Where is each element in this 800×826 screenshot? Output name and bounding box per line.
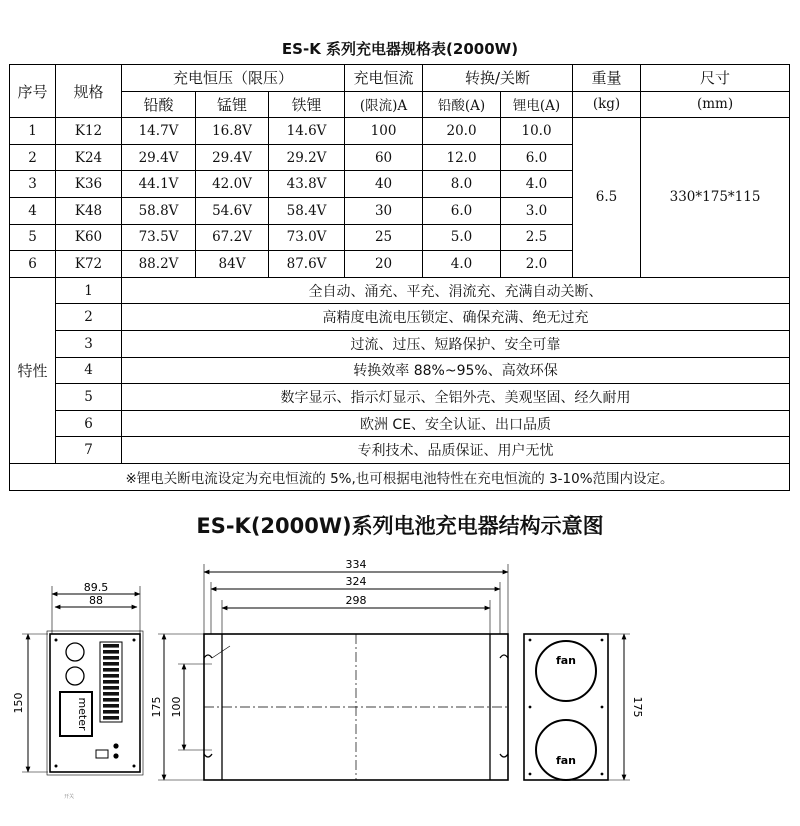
feature-row [10,384,790,411]
feature-no: 5 [56,384,122,411]
side-length-inner-label: 298 [345,594,367,607]
side-view [150,558,508,780]
spec-table [9,64,790,491]
cell-current: 100 [345,118,423,145]
header-size: 尺寸 [641,65,790,92]
feature-no: 2 [56,304,122,331]
cell-current: 40 [345,171,423,198]
cell-iron-lithium: 43.8V [269,171,345,198]
side-height-label: 175 [150,696,163,718]
fan-top-icon [536,641,596,701]
cell-model: K24 [56,144,122,171]
cell-lead-acid: 44.1V [122,171,196,198]
cell-lithium-off: 2.0 [501,251,573,278]
cell-manganese-lithium: 42.0V [196,171,269,198]
feature-text: 转换效率 88%~95%、高效环保 [122,357,790,384]
switch-icon [96,750,108,758]
header-weight: 重量 [573,65,641,92]
diagram-title: ES-K(2000W)系列电池充电器结构示意图 [196,514,604,538]
back-view [524,634,644,780]
cell-model: K48 [56,197,122,224]
front-view [12,581,143,800]
cell-lead-acid-off: 8.0 [423,171,501,198]
cell-lead-acid-off: 20.0 [423,118,501,145]
cell-index: 6 [10,251,56,278]
cell-lithium-off: 10.0 [501,118,573,145]
front-small-label: 开关 [64,794,75,800]
feature-no: 7 [56,437,122,464]
features-label: 特性 [10,277,56,463]
feature-text: 欧洲 CE、安全认证、出口品质 [122,410,790,437]
feature-no: 6 [56,410,122,437]
indicator-icon [113,743,118,748]
cell-model: K36 [56,171,122,198]
feature-no: 4 [56,357,122,384]
cell-lead-acid: 29.4V [122,144,196,171]
header-lead-acid: 铅酸 [122,91,196,118]
front-width-inner-label: 88 [89,594,103,607]
front-width-outer-label: 89.5 [83,581,109,594]
table-row [10,118,790,145]
header-lithium-a: 锂电(A) [501,91,573,118]
cell-current: 60 [345,144,423,171]
cell-lead-acid-off: 5.0 [423,224,501,251]
header-switch-off: 转换/关断 [423,65,573,92]
feature-no: 1 [56,277,122,304]
cell-lead-acid: 58.8V [122,197,196,224]
feature-row [10,330,790,357]
cell-index: 2 [10,144,56,171]
cell-lithium-off: 3.0 [501,197,573,224]
header-charge-current: 充电恒流 [345,65,423,92]
front-height-label: 150 [12,692,25,714]
cell-iron-lithium: 58.4V [269,197,345,224]
cell-lithium-off: 2.5 [501,224,573,251]
cell-index: 5 [10,224,56,251]
cell-index: 3 [10,171,56,198]
cell-model: K12 [56,118,122,145]
header-model: 规格 [56,65,122,118]
cell-manganese-lithium: 29.4V [196,144,269,171]
feature-text: 专利技术、品质保证、用户无忧 [122,437,790,464]
header-size-unit: (mm) [641,91,790,118]
cell-lead-acid: 88.2V [122,251,196,278]
cell-current: 20 [345,251,423,278]
side-inner-height-label: 100 [170,696,183,718]
header-iron-lithium: 铁锂 [269,91,345,118]
cell-iron-lithium: 87.6V [269,251,345,278]
side-length-mid-label: 324 [345,575,367,588]
fan-bottom-label: fan [555,754,577,767]
header-charge-voltage: 充电恒压（限压） [122,65,345,92]
side-length-total-label: 334 [345,558,367,571]
cell-weight: 6.5 [573,118,641,278]
header-index: 序号 [10,65,56,118]
cell-model: K72 [56,251,122,278]
terminal-strip-icon [100,642,122,722]
cell-model: K60 [56,224,122,251]
feature-text: 高精度电流电压锁定、确保充满、绝无过充 [122,304,790,331]
feature-row [10,304,790,331]
cell-manganese-lithium: 16.8V [196,118,269,145]
cell-size: 330*175*115 [641,118,790,278]
table-note: ※锂电关断电流设定为充电恒流的 5%,也可根据电池特性在充电恒流的 3-10%范围内设定。 [10,463,790,490]
meter-label: meter [76,697,89,731]
cell-lead-acid-off: 12.0 [423,144,501,171]
cell-lithium-off: 6.0 [501,144,573,171]
fan-top-label: fan [555,654,577,667]
header-weight-unit: (kg) [573,91,641,118]
cell-current: 30 [345,197,423,224]
feature-row [10,357,790,384]
cell-lead-acid: 14.7V [122,118,196,145]
cell-lithium-off: 4.0 [501,171,573,198]
cell-lead-acid-off: 4.0 [423,251,501,278]
cell-lead-acid: 73.5V [122,224,196,251]
feature-row [10,410,790,437]
feature-text: 数字显示、指示灯显示、全铝外壳、美观坚固、经久耐用 [122,384,790,411]
feature-row [10,277,790,304]
table-title: ES-K 系列充电器规格表(2000W) [281,40,519,58]
fan-bottom-icon [536,720,596,780]
feature-text: 全自动、涌充、平充、涓流充、充满自动关断、 [122,277,790,304]
back-height-label: 175 [631,696,644,718]
cell-lead-acid-off: 6.0 [423,197,501,224]
cell-index: 4 [10,197,56,224]
header-lead-acid-a: 铅酸(A) [423,91,501,118]
cell-iron-lithium: 29.2V [269,144,345,171]
cell-index: 1 [10,118,56,145]
feature-no: 3 [56,330,122,357]
header-manganese-lithium: 锰锂 [196,91,269,118]
cell-manganese-lithium: 84V [196,251,269,278]
cell-current: 25 [345,224,423,251]
structure-drawing [0,540,800,826]
header-current-limit: (限流)A [345,91,423,118]
cell-manganese-lithium: 54.6V [196,197,269,224]
cell-iron-lithium: 73.0V [269,224,345,251]
feature-row [10,437,790,464]
indicator-icon [113,753,118,758]
feature-text: 过流、过压、短路保护、安全可靠 [122,330,790,357]
cell-manganese-lithium: 67.2V [196,224,269,251]
cell-iron-lithium: 14.6V [269,118,345,145]
